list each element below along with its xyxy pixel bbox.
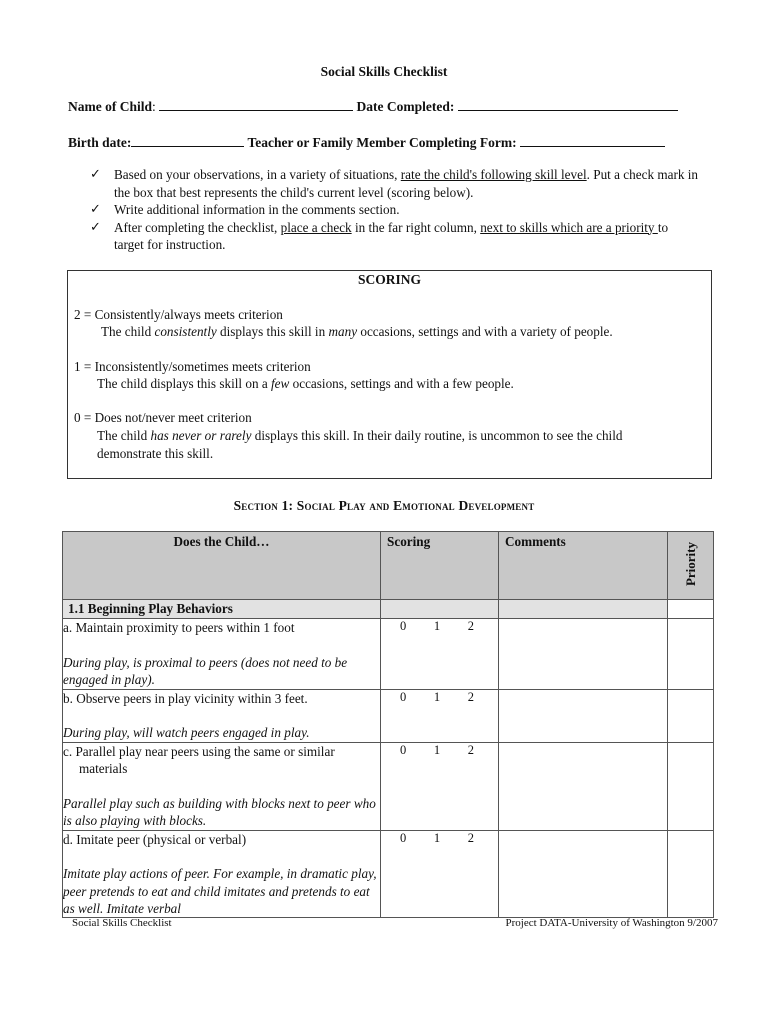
score-2[interactable]: 2 bbox=[467, 742, 474, 757]
score-2[interactable]: 2 bbox=[467, 830, 474, 845]
score-options[interactable] bbox=[381, 619, 499, 690]
footer-right: Project DATA-University of Washington 9/2007 bbox=[505, 917, 718, 929]
comments-cell[interactable] bbox=[499, 619, 668, 690]
col-does-the-child: Does the Child… bbox=[63, 532, 381, 600]
score-1-heading: 1 = Inconsistently/sometimes meets criterion bbox=[74, 359, 311, 374]
teacher-field[interactable] bbox=[520, 134, 665, 147]
name-colon: : bbox=[152, 99, 156, 114]
score-options[interactable] bbox=[381, 830, 499, 917]
score-1[interactable]: 1 bbox=[433, 689, 441, 704]
score-0-heading: 0 = Does not/never meet criterion bbox=[74, 410, 252, 425]
name-label: Name of Child bbox=[68, 99, 152, 114]
instruction-item: ✓ After completing the checklist, place a check in the far right column, next to skills which are a priority to target for instruction. bbox=[90, 219, 669, 252]
priority-cell[interactable] bbox=[668, 742, 714, 830]
score-options[interactable] bbox=[381, 742, 499, 830]
score-2-description: The child consistently displays this skill in many occasions, settings and with a variety of people. bbox=[101, 324, 613, 339]
name-date-line bbox=[68, 98, 678, 115]
birth-date-label: Birth date: bbox=[68, 135, 132, 150]
table-row bbox=[63, 689, 714, 742]
instruction-item: ✓ Based on your observations, in a variety of situations, rate the child's following skill level. Put a check mark in the box that best represents the child's current level (scoring below). bbox=[90, 167, 698, 200]
name-field[interactable] bbox=[159, 98, 353, 111]
score-0[interactable]: 0 bbox=[400, 689, 407, 704]
score-2[interactable]: 2 bbox=[467, 689, 474, 704]
checkmark-icon: ✓ bbox=[90, 219, 101, 235]
table-row bbox=[63, 619, 714, 690]
score-2-heading: 2 = Consistently/always meets criterion bbox=[74, 307, 283, 322]
priority-cell[interactable] bbox=[668, 689, 714, 742]
date-completed-field[interactable] bbox=[458, 98, 678, 111]
skill-text: b. Observe peers in play vicinity within 3 feet. bbox=[63, 690, 308, 706]
score-0[interactable]: 0 bbox=[400, 742, 407, 757]
skill-note: Parallel play such as building with blocks next to peer who is also playing with blocks. bbox=[63, 795, 376, 828]
instructions-list bbox=[90, 166, 700, 254]
birth-date-field[interactable] bbox=[131, 134, 244, 147]
scoring-title: SCORING bbox=[357, 272, 421, 287]
teacher-label: Teacher or Family Member Completing Form: bbox=[247, 135, 517, 150]
score-2[interactable]: 2 bbox=[467, 619, 474, 633]
comments-cell[interactable] bbox=[499, 689, 668, 742]
table-header-row bbox=[63, 532, 714, 600]
col-comments: Comments bbox=[499, 532, 668, 600]
score-0[interactable]: 0 bbox=[400, 830, 407, 845]
table-row bbox=[63, 830, 714, 917]
section-title: Section 1: Social Play and Emotional Development bbox=[233, 498, 535, 513]
col-scoring: Scoring bbox=[381, 532, 499, 600]
skill-note: During play, will watch peers engaged in play. bbox=[63, 725, 310, 740]
skill-text: d. Imitate peer (physical or verbal) bbox=[63, 831, 247, 847]
score-1[interactable]: 1 bbox=[433, 742, 441, 757]
skill-text: a. Maintain proximity to peers within 1 foot bbox=[63, 620, 295, 635]
score-0[interactable]: 0 bbox=[400, 619, 407, 633]
date-completed-label: Date Completed: bbox=[356, 99, 455, 114]
score-options[interactable] bbox=[381, 689, 499, 742]
score-0-description: The child has never or rarely displays this skill. In their daily routine, is uncommon to see the child demonstrate this skill. bbox=[97, 428, 623, 461]
score-1[interactable]: 1 bbox=[433, 830, 441, 845]
priority-cell[interactable] bbox=[668, 619, 714, 690]
checkmark-icon: ✓ bbox=[90, 167, 101, 182]
document-title: Social Skills Checklist bbox=[320, 64, 448, 79]
priority-cell[interactable] bbox=[668, 830, 714, 917]
checklist-table bbox=[62, 531, 714, 918]
col-priority bbox=[668, 532, 714, 600]
instruction-item: ✓ Write additional information in the comments section. bbox=[90, 202, 400, 217]
subsection-title: 1.1 Beginning Play Behaviors bbox=[63, 600, 381, 619]
score-1-description: The child displays this skill on a few occasions, settings and with a few people. bbox=[97, 376, 514, 391]
subsection-row bbox=[63, 600, 714, 619]
checkmark-icon: ✓ bbox=[90, 202, 101, 217]
table-row bbox=[63, 742, 714, 830]
comments-cell[interactable] bbox=[499, 830, 668, 917]
birth-teacher-line bbox=[68, 134, 665, 151]
skill-text: c. Parallel play near peers using the same or similar materials bbox=[63, 743, 335, 776]
comments-cell[interactable] bbox=[499, 742, 668, 830]
skill-note: During play, is proximal to peers (does not need to be engaged in play). bbox=[63, 654, 348, 687]
priority-label: Priority bbox=[682, 542, 698, 587]
score-1[interactable]: 1 bbox=[433, 619, 441, 633]
skill-note: Imitate play actions of peer. For example, in dramatic play, peer pretends to eat and child imitates and pretends to eat as well. Imitate verbal bbox=[63, 866, 377, 916]
footer-left: Social Skills Checklist bbox=[72, 917, 172, 929]
